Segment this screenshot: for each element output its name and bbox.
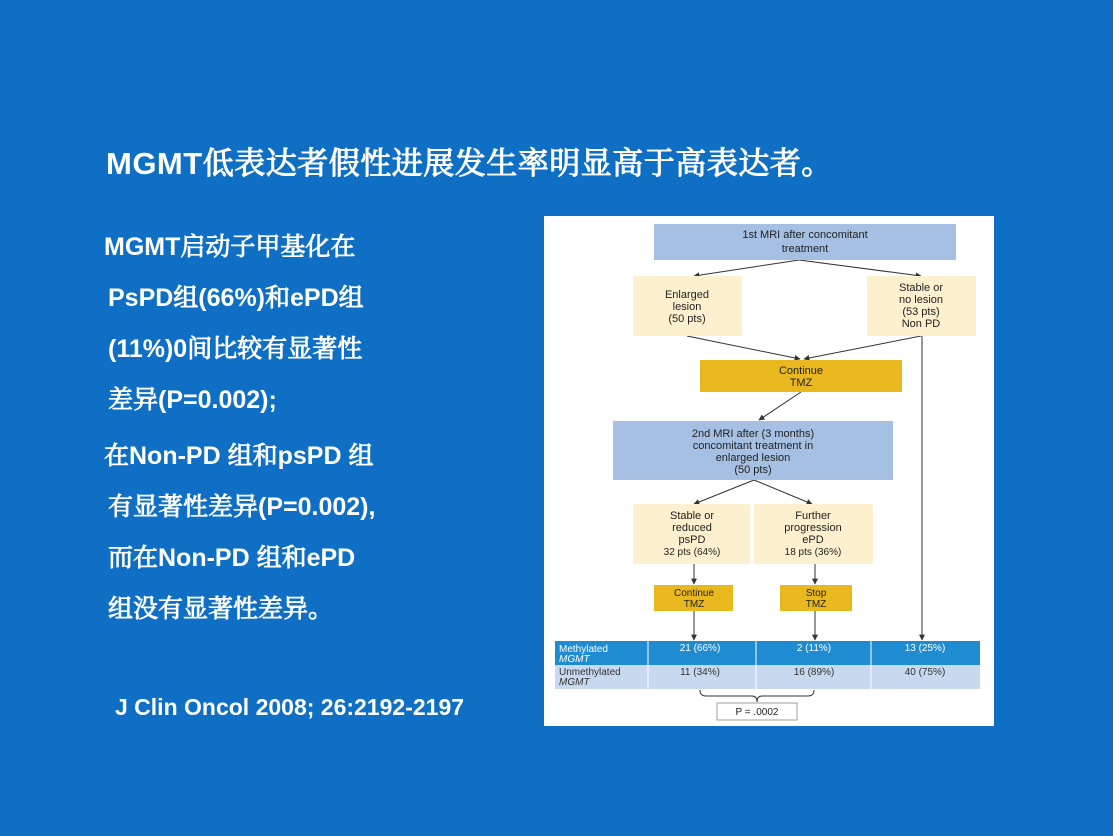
- bullet-line: (11%)0间比较有显著性: [108, 335, 363, 363]
- box-text: reduced: [672, 522, 712, 534]
- box-text: TMZ: [805, 599, 827, 610]
- table-cell: 40 (75%): [904, 667, 946, 678]
- box-second-mri: [613, 421, 893, 480]
- box-text: Continue: [673, 588, 715, 599]
- box-text: TMZ: [683, 599, 705, 610]
- box-text: 32 pts (64%): [663, 547, 721, 558]
- box-text: no lesion: [898, 294, 944, 306]
- box-text: lesion: [672, 301, 702, 313]
- table-cell: 11 (34%): [680, 667, 720, 678]
- box-text: (53 pts): [902, 306, 940, 318]
- flowchart-svg: [544, 216, 994, 726]
- citation: J Clin Oncol 2008; 26:2192-2197: [115, 694, 465, 720]
- box-text: TMZ: [789, 377, 813, 389]
- box-text: progression: [784, 522, 842, 534]
- box-text: Enlarged: [664, 289, 710, 301]
- box-text: (50 pts): [668, 313, 706, 325]
- box-text: Stable or: [898, 282, 944, 294]
- box-further-progression: [754, 504, 873, 564]
- box-stop-tmz: [780, 585, 852, 611]
- table-cell: 21 (66%): [679, 643, 721, 654]
- pvalue-box: [717, 703, 797, 720]
- box-text: 1st MRI after concomitant: [742, 229, 868, 241]
- pvalue-label: P = .0002: [735, 707, 779, 718]
- box-text: Non PD: [901, 318, 941, 330]
- flowchart-figure: [544, 216, 994, 726]
- row-label: Methylated: [559, 644, 608, 655]
- box-text: Continue: [778, 365, 824, 377]
- box-text: psPD: [678, 534, 706, 546]
- bullet-line: PsPD组(66%)和ePD组: [108, 284, 364, 312]
- bullet-line: 组没有显著性差异。: [108, 595, 334, 623]
- table-cell: 13 (25%): [904, 643, 946, 654]
- box-text: Stable or: [669, 510, 715, 522]
- box-continue-tmz-first: [700, 360, 902, 392]
- box-text: treatment: [781, 243, 829, 255]
- slide-title: MGMT低表达者假性进展发生率明显高于高表达者。: [106, 146, 833, 181]
- bullet-line: 差异(P=0.002);: [108, 386, 277, 414]
- bullet-line: MGMT启动子甲基化在: [104, 233, 356, 261]
- bullet-comparison: [104, 431, 504, 635]
- box-enlarged-lesion: [633, 276, 742, 336]
- box-continue-tmz-second: [654, 585, 733, 611]
- row-label: MGMT: [559, 677, 590, 688]
- table-cell: 16 (89%): [793, 667, 835, 678]
- box-first-mri: [654, 224, 956, 260]
- comparison-brace: [700, 690, 814, 702]
- box-text: ePD: [802, 534, 824, 546]
- row-label: MGMT: [559, 654, 590, 665]
- table-cell: 2 (11%): [796, 643, 832, 654]
- box-text: (50 pts): [734, 464, 772, 476]
- box-text: enlarged lesion: [715, 452, 791, 464]
- box-text: Stop: [805, 588, 827, 599]
- box-text: 2nd MRI after (3 months): [691, 428, 815, 440]
- row-label: Unmethylated: [559, 667, 621, 678]
- bullet-line: 在Non-PD 组和psPD 组: [104, 442, 374, 470]
- box-text: concomitant treatment in: [692, 440, 814, 452]
- bullet-methylation: [104, 222, 504, 426]
- box-text: 18 pts (36%): [784, 547, 842, 558]
- box-stable-no-lesion: [867, 276, 976, 336]
- bullet-line: 有显著性差异(P=0.002),: [108, 493, 376, 521]
- bullet-line: 而在Non-PD 组和ePD: [108, 544, 356, 572]
- box-text: Further: [795, 510, 831, 522]
- box-stable-reduced: [633, 504, 750, 564]
- results-table: [555, 641, 980, 689]
